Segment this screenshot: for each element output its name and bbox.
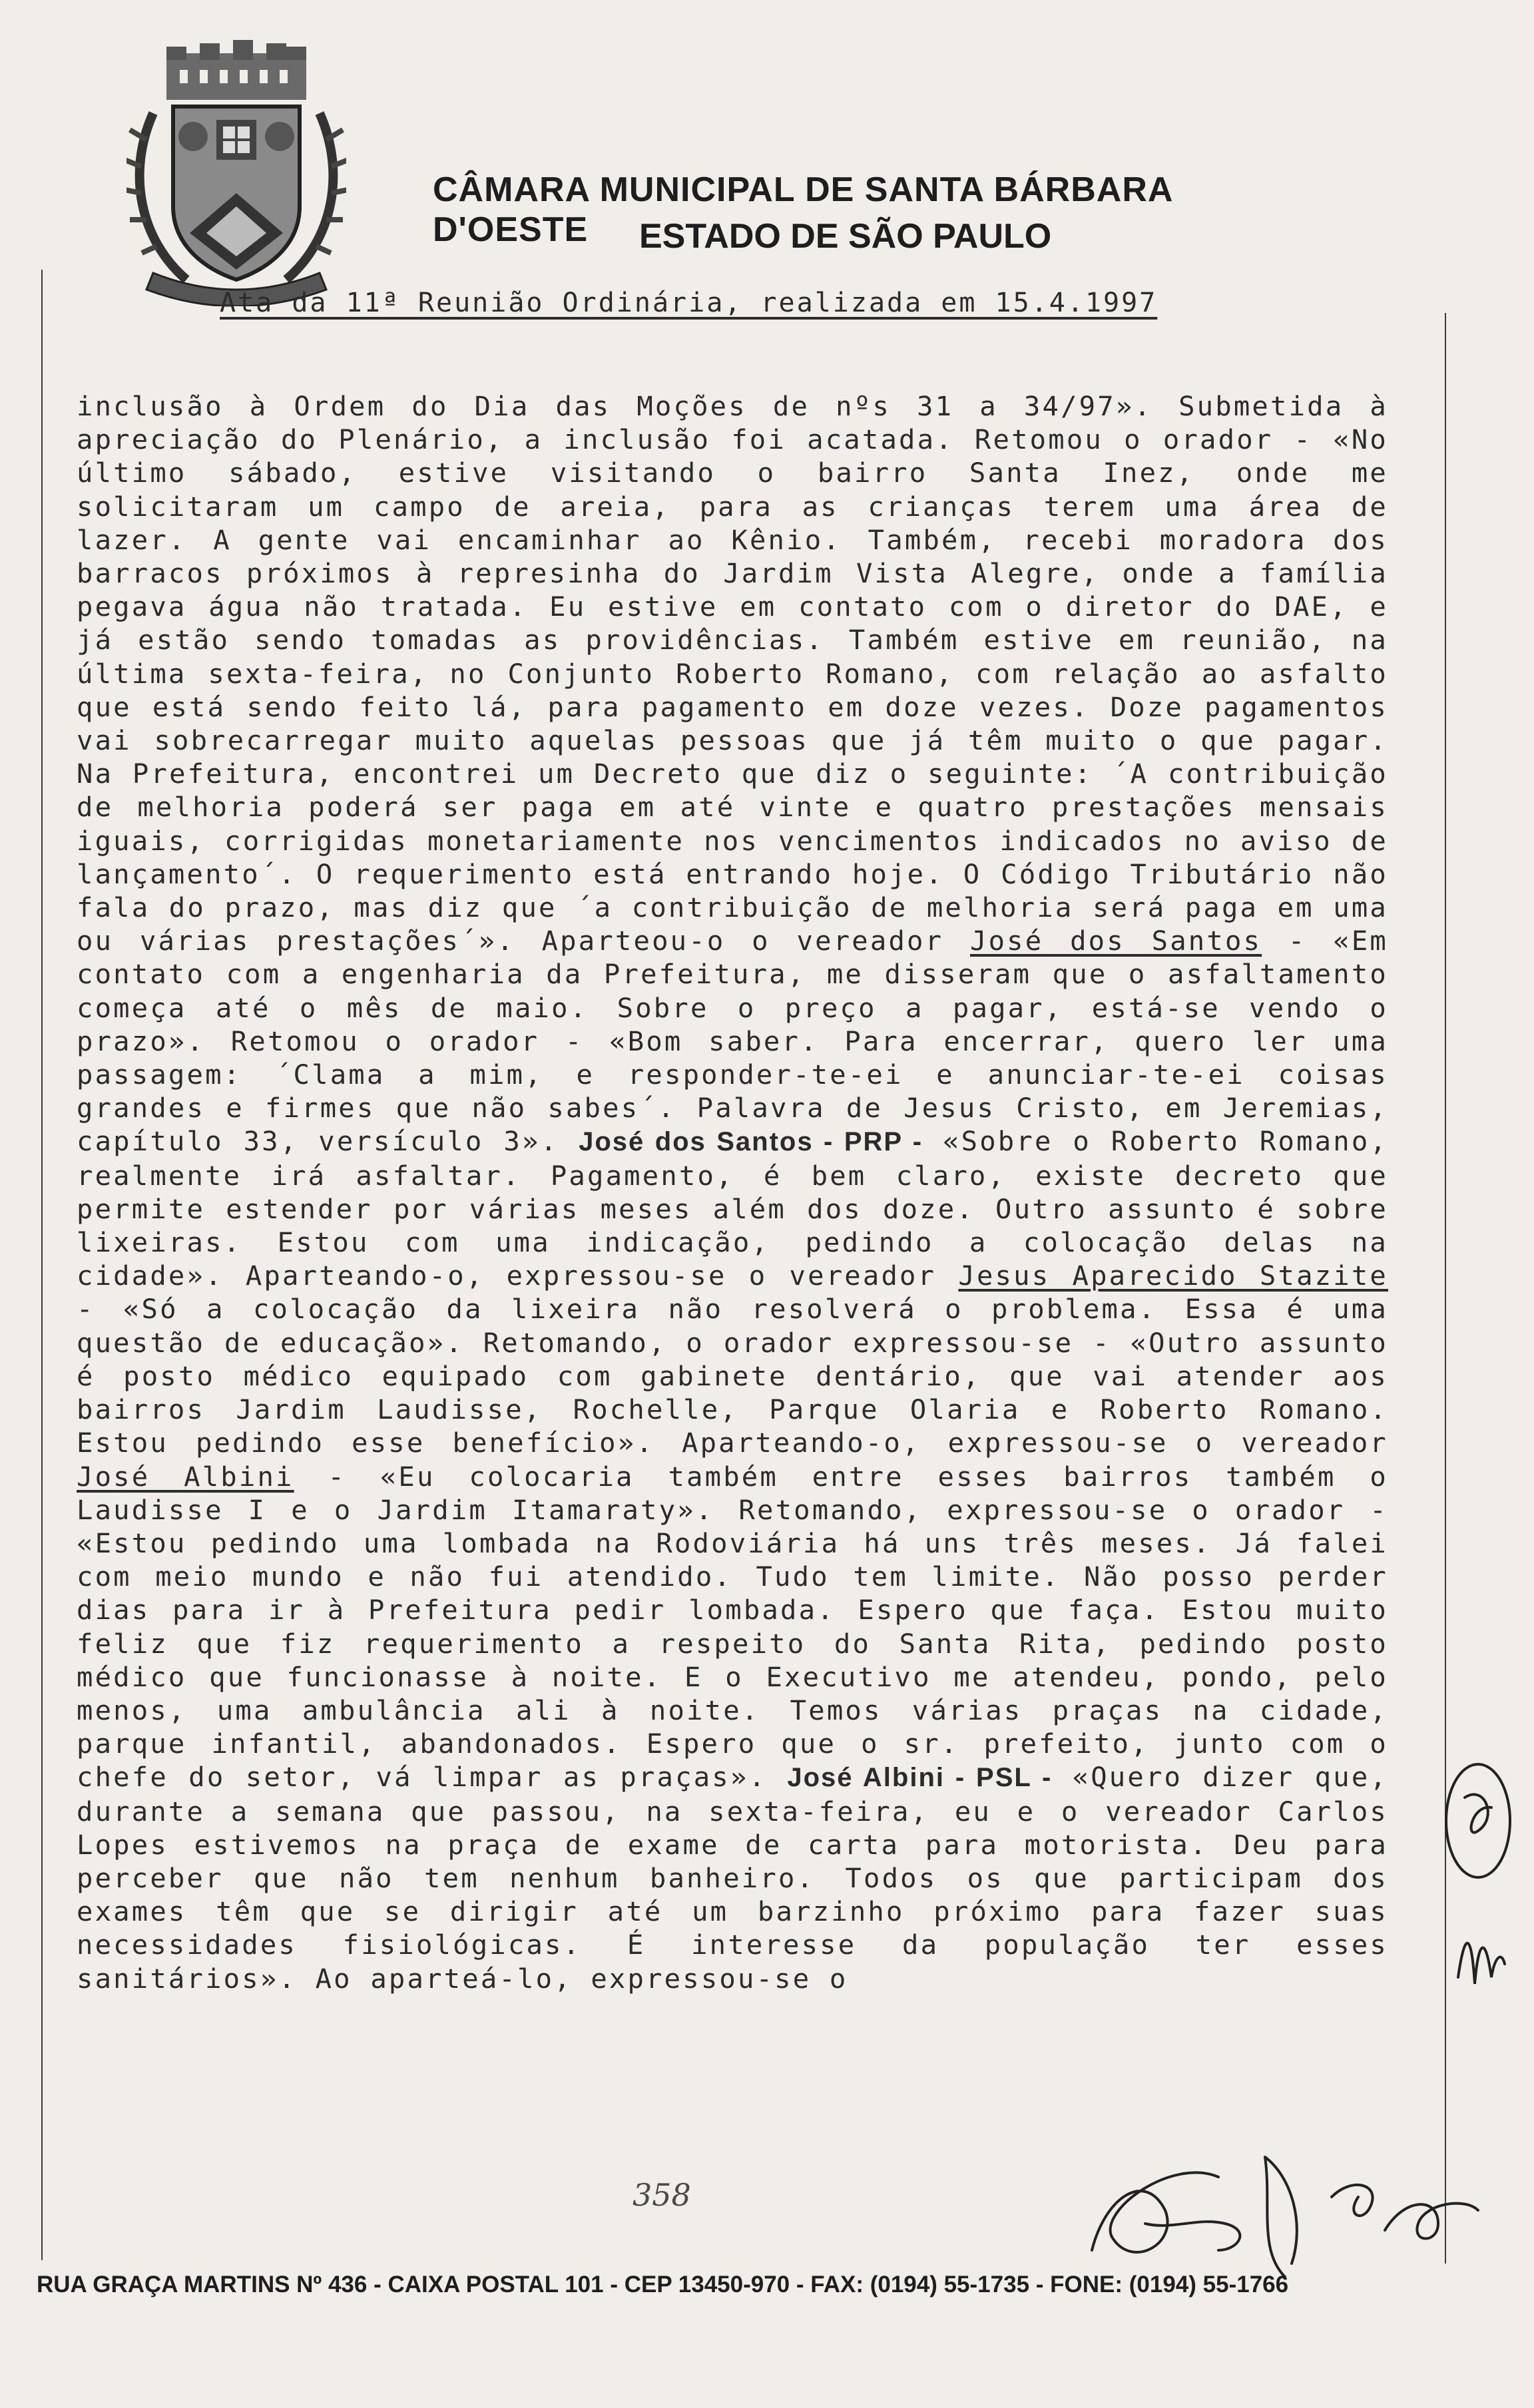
councilor-name: José Albini (77, 1460, 294, 1493)
body-text-segment: «Sobre o Roberto Romano, realmente irá asfaltar. Pagamento, é bem claro, existe decreto que permite estender por várias meses além dos doze. Outro assunto é sobre lixeiras. Estou com uma indicação, pedindo a colocação delas na cidade». Aparteando-o, expressou-se o vereador (77, 1125, 1389, 1292)
minutes-body (77, 389, 1388, 1995)
crest-logo-icon (127, 40, 346, 306)
left-rule (41, 270, 43, 2260)
speaker-heading: José Albini - PSL - (787, 1763, 1053, 1793)
session-heading: Ata da 11ª Reunião Ordinária, realizada em 15.4.1997 (220, 288, 1158, 318)
signature-marks-icon (1065, 2117, 1498, 2290)
body-text-segment: - «Eu colocaria também entre esses bairros também o Laudisse I e o Jardim Itamaraty». Retomando, expressou-se o orador - «Estou pedindo uma lombada na Rodoviária há uns três meses. Já falei com meio mundo e não fui atendido. Tudo tem limite. Não posso perder dias para ir à Prefeitura pedir lombada. Espero que faça. Estou muito feliz que fiz requerimento a respeito do Santa Rita, pedindo posto médico que funcionasse à noite. E o Executivo me atendeu, pondo, pelo menos, uma ambulância ali à noite. Temos várias praças na cidade, parque infantil, abandonados. Espero que o sr. prefeito, junto com o chefe do setor, vá limpar as praças». (77, 1460, 1388, 1794)
body-text-segment: - «Em contato com a engenharia da Prefeitura, me disseram que o asfaltamento começa até o mês de maio. Sobre o preço a pagar, está-se vendo o prazo». Retomou o orador - «Bom saber. Para encerrar, quero ler uma passagem: ´Clama a mim, e responder-te-ei e anunciar-te-ei coisas grandes e firmes que não sabes´. Palavra de Jesus Cristo, em Jeremias, capítulo 33, versículo 3». (77, 925, 1389, 1158)
councilor-name: José dos Santos (969, 925, 1262, 957)
body-text-segment: «Quero dizer que, durante a semana que passou, na sexta-feira, eu e o vereador Carlos Lopes estivemos na praça de exame de carta para motorista. Deu para perceber que não tem nenhum banheiro. Todos os que participam dos exames têm que se dirigir até um barzinho próximo para fazer suas necessidades fisiológicas. É interesse da população ter esses sanitários». Ao aparteá-lo, expressou-se o (77, 1761, 1389, 1995)
address-footer: RUA GRAÇA MARTINS Nº 436 - CAIXA POSTAL 101 - CEP 13450-970 - FAX: (0194) 55-1735 - FONE: (0194) 55-1766 (37, 2272, 1289, 2297)
page-number: 358 (633, 2177, 691, 2213)
speaker-heading: José dos Santos - PRP - (579, 1127, 923, 1157)
body-text-segment: inclusão à Ordem do Dia das Moções de nºs 31 a 34/97». Submetida à apreciação do Plenário, a inclusão foi acatada. Retomou o orador - «No último sábado, estive visitando o bairro Santa Inez, onde me solicitaram um campo de areia, para as crianças terem uma área de lazer. A gente vai encaminhar ao Kênio. Também, recebi moradora dos barracos próximos à represinha do Jardim Vista Alegre, onde a família pegava água não tratada. Eu estive em contato com o diretor do DAE, e já estão sendo tomadas as providências. Também estive em reunião, na última sexta-feira, no Conjunto Roberto Romano, com relação ao asfalto que está sendo feito lá, para pagamento em doze vezes. Doze pagamentos vai sobrecarregar muito aquelas pessoas que já têm muito o que pagar. Na Prefeitura, encontrei um Decreto que diz o seguinte: ´A contribuição de melhoria poderá ser paga em até vinte e quatro prestações mensais iguais, corrigidas monetariamente nos vencimentos indicados no aviso de lançamento´. O requerimento está entrando hoje. O Código Tributário não fala do prazo, mas diz que ´a contribuição de melhoria será paga em uma ou várias prestações´». Aparteou-o o vereador (77, 390, 1388, 957)
state-subtitle: ESTADO DE SÃO PAULO (639, 217, 1052, 256)
chamber-title: CÂMARA MUNICIPAL DE SANTA BÁRBARA D'OESTE (433, 170, 1172, 249)
body-text-segment: - «Só a colocação da lixeira não resolverá o problema. Essa é uma questão de educação». Retomando, o orador expressou-se - «Outro assunto é posto médico equipado com gabinete dentário, que vai atender aos bairros Jardim Laudisse, Rochelle, Parque Olaria e Roberto Romano. Estou pedindo esse benefício». Aparteando-o, expressou-se o vereador (77, 1293, 1388, 1459)
initials-marks-icon (1431, 1758, 1525, 2104)
councilor-name: Jesus Aparecido Stazite (958, 1260, 1388, 1292)
